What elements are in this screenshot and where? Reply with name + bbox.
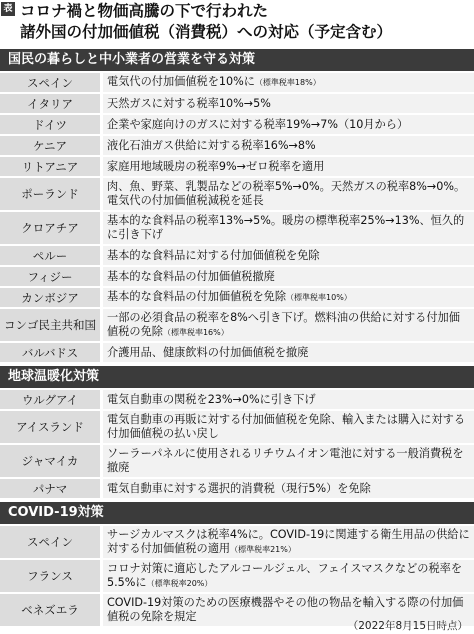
measure-cell: [103, 115, 474, 134]
rate-note: （標準税率16%）: [162, 327, 229, 337]
measure-text: 基本的な食料品に対する付加価値税を免除: [107, 248, 320, 262]
table-row: [0, 479, 474, 498]
measure-cell: [103, 560, 474, 592]
section-header: 国民の暮らしと中小業者の営業を守る対策: [0, 49, 474, 71]
measure-cell: [103, 390, 474, 409]
measure-cell: [103, 526, 474, 558]
table-row: [0, 157, 474, 176]
country-cell: カンボジア: [0, 288, 100, 307]
measure-text: 家庭用地域暖房の税率9%→ゼロ税率を適用: [107, 159, 325, 173]
table-tag: 表: [1, 2, 15, 16]
rate-note: （標準税率18%）: [254, 78, 321, 87]
measure-text: コロナ対策に適応したアルコールジェル、フェイスマスクなどの税率を5.5%に: [107, 561, 463, 589]
table-row: [0, 115, 474, 134]
measure-cell: [103, 343, 474, 362]
title-block: [0, 0, 474, 47]
measure-text: ソーラーパネルに使用されるリチウムイオン電池に対する一般消費税を撤廃: [107, 447, 464, 474]
measure-text: 介護用品、健康飲料の付加価値税を撤廃: [107, 345, 309, 359]
measure-cell: [103, 411, 474, 443]
measure-cell: [103, 479, 474, 498]
table-row: [0, 212, 474, 244]
table-row: [0, 343, 474, 362]
measure-text: 基本的な食料品の付加価値税を免除: [107, 290, 287, 303]
country-cell: ウルグアイ: [0, 390, 100, 409]
measure-text: 基本的な食料品の税率13%→5%。暖房の標準税率25%→13%、恒久的に引き下げ: [107, 214, 465, 241]
measure-cell: [103, 178, 474, 210]
table-row: [0, 73, 474, 92]
measure-cell: [103, 267, 474, 286]
table-row: [0, 267, 474, 286]
measure-text: 電気自動車の再販に対する付加価値税を免除、輸入または購入に対する付加価値税の払い戻し: [107, 413, 466, 440]
country-cell: アイスランド: [0, 411, 100, 443]
country-cell: ベネズエラ: [0, 594, 100, 626]
country-cell: ポーランド: [0, 178, 100, 210]
table-row: [0, 178, 474, 210]
table-row: [0, 390, 474, 409]
measure-cell: [103, 246, 474, 265]
country-cell: フランス: [0, 560, 100, 592]
table-row: [0, 411, 474, 443]
measure-cell: [103, 94, 474, 113]
measure-text: 電気自動車の関税を23%→0%に引き下げ: [107, 392, 316, 406]
measure-text: 天然ガスに対する税率10%→5%: [107, 96, 271, 110]
country-cell: リトアニア: [0, 157, 100, 176]
measure-cell: [103, 309, 474, 341]
measure-text: 企業や家庭向けのガスに対する税率19%→7%（10月から）: [107, 117, 409, 131]
country-cell: ケニア: [0, 136, 100, 155]
table-row: [0, 94, 474, 113]
table-row: [0, 136, 474, 155]
measure-cell: [103, 136, 474, 155]
country-cell: スペイン: [0, 73, 100, 92]
country-cell: コンゴ民主共和国: [0, 309, 100, 341]
table-row: [0, 309, 474, 341]
title-line-2: 諸外国の付加価値税（消費税）への対応（予定含む）: [20, 23, 393, 41]
measure-cell: [103, 288, 474, 307]
section-header: 地球温暖化対策: [0, 366, 474, 388]
section-table: [0, 71, 474, 364]
table-content: [0, 49, 474, 628]
table-row: [0, 288, 474, 307]
table-row: [0, 560, 474, 592]
measure-cell: [103, 445, 474, 477]
footnote-date: （2022年8月15日時点）: [347, 620, 468, 632]
title-line-1: コロナ禍と物価高騰の下で行われた: [20, 2, 269, 20]
measure-cell: [103, 73, 474, 92]
measure-text: 電気自動車に対する選択的消費税（現行5%）を免除: [107, 481, 371, 495]
rate-note: （標準税率21%）: [230, 544, 296, 554]
measure-text: 一部の必須食品の税率を8%へ引き下げ。燃料油の供給に対する付加価値税の免除: [107, 310, 460, 338]
measure-cell: [103, 212, 474, 244]
country-cell: イタリア: [0, 94, 100, 113]
table-row: [0, 246, 474, 265]
measure-text: COVID-19対策のための医療機器やその他の物品を輸入する際の付加価値税の免除を規定: [107, 596, 464, 623]
country-cell: ジャマイカ: [0, 445, 100, 477]
country-cell: フィジー: [0, 267, 100, 286]
rate-note: （標準税率10%）: [286, 293, 352, 302]
table-row: [0, 526, 474, 558]
measure-text: 液化石油ガス供給に対する税率16%→8%: [107, 138, 316, 152]
measure-cell: [103, 157, 474, 176]
country-cell: バルバドス: [0, 343, 100, 362]
table-row: [0, 445, 474, 477]
section-header: COVID-19対策: [0, 502, 474, 524]
country-cell: パナマ: [0, 479, 100, 498]
country-cell: ドイツ: [0, 115, 100, 134]
country-cell: クロアチア: [0, 212, 100, 244]
measure-text: 肉、魚、野菜、乳製品などの税率5%→0%。天然ガスの税率8%→0%。電気代の付加価値税減税を延長: [107, 180, 466, 207]
rate-note: （標準税率20%）: [146, 578, 213, 588]
section-table: [0, 524, 474, 628]
measure-text: 基本的な食料品の付加価値税撤廃: [107, 269, 275, 283]
measure-text: サージカルマスクは税率4%に。COVID-19に関連する衛生用品の供給に対する付加価値税の適用: [107, 527, 470, 555]
section-table: [0, 388, 474, 500]
country-cell: スペイン: [0, 526, 100, 558]
measure-text: 電気代の付加価値税を10%に: [107, 75, 255, 88]
country-cell: ペルー: [0, 246, 100, 265]
